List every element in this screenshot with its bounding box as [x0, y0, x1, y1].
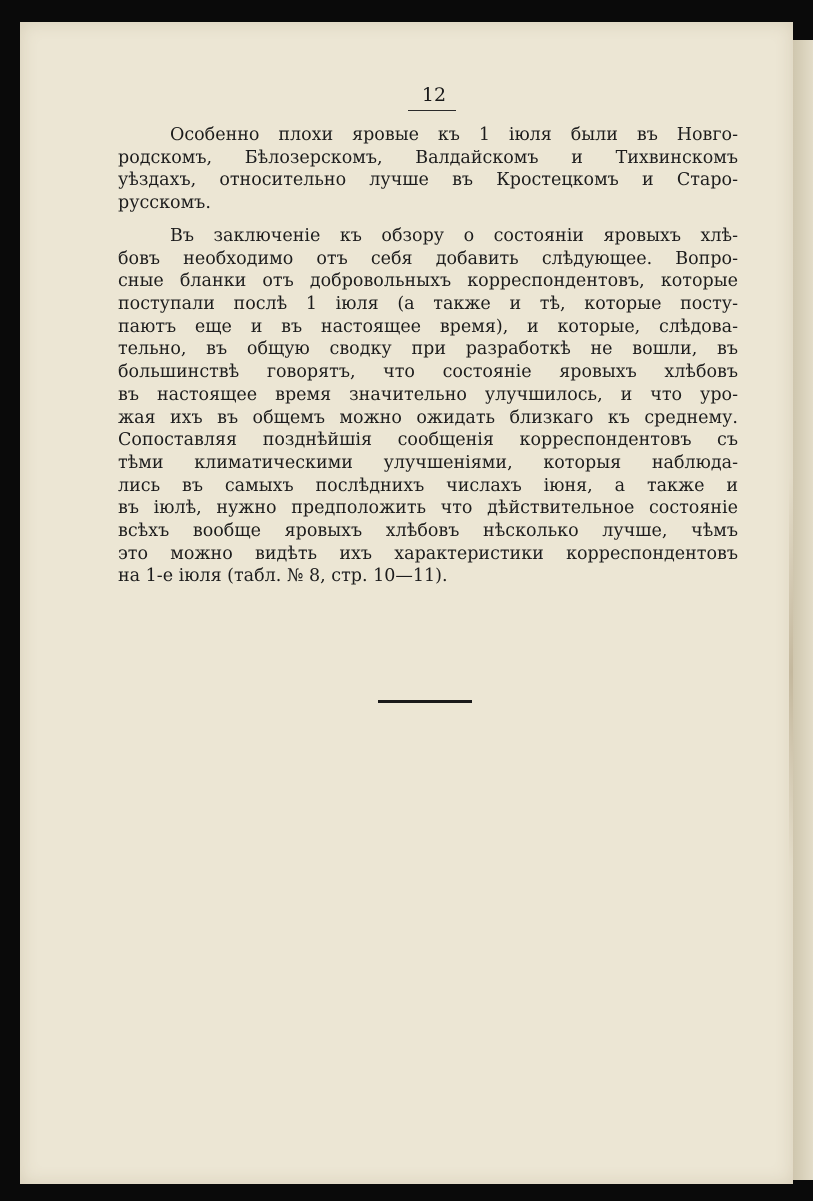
text-line: всѣхъ вообще яровыхъ хлѣбовъ нѣсколько лучше, чѣмъ [118, 520, 738, 541]
page-number: 12 [421, 84, 447, 106]
text-line: на 1-е іюля (табл. № 8, стр. 10—11). [118, 566, 448, 587]
text-line: жая ихъ въ общемъ можно ожидать близкаго къ среднему. [118, 407, 738, 428]
text-line: русскомъ. [118, 193, 211, 214]
text-line: это можно видѣть ихъ характеристики корреспондентовъ [118, 543, 738, 564]
text-line: Особенно плохи яровые къ 1 іюля были въ Новго- [170, 125, 738, 145]
text-line: въ настоящее время значительно улучшилось, и что уро- [118, 384, 738, 405]
text-line: въ іюлѣ, нужно предположить что дѣйствительное состояніе [118, 498, 738, 519]
text-line: уѣздахъ, относительно лучше въ Кростецкомъ и Старо- [118, 170, 738, 191]
text-line: паютъ еще и въ настоящее время), и которые, слѣдова- [118, 316, 738, 337]
text-line: сные бланки отъ добровольныхъ корреспондентовъ, которые [118, 271, 738, 292]
text-line: тельно, въ общую сводку при разработкѣ не вошли, въ [118, 339, 738, 360]
text-line: тѣми климатическими улучшеніями, которыя наблюда- [118, 452, 738, 473]
text-line: Въ заключеніе къ обзору о состояніи яровыхъ хлѣ- [170, 226, 738, 246]
text-line: Сопоставляя позднѣйшія сообщенія корреспондентовъ съ [118, 430, 738, 451]
text-line: большинствѣ говорятъ, что состояніе яровыхъ хлѣбовъ [118, 362, 738, 383]
page-number-underline [408, 110, 456, 111]
next-page-edge [793, 40, 813, 1180]
paragraph-1 [118, 124, 738, 215]
section-end-rule [378, 700, 472, 703]
text-line: бовъ необходимо отъ себя добавить слѣдующее. Вопро- [118, 248, 738, 269]
page-fold-shadow [789, 477, 793, 867]
text-line: поступали послѣ 1 іюля (а также и тѣ, которые посту- [118, 294, 738, 315]
text-line: лись въ самыхъ послѣднихъ числахъ іюня, а также и [118, 475, 738, 496]
paragraph-2 [118, 225, 738, 588]
text-line: родскомъ, Бѣлозерскомъ, Валдайскомъ и Тихвинскомъ [118, 147, 738, 168]
